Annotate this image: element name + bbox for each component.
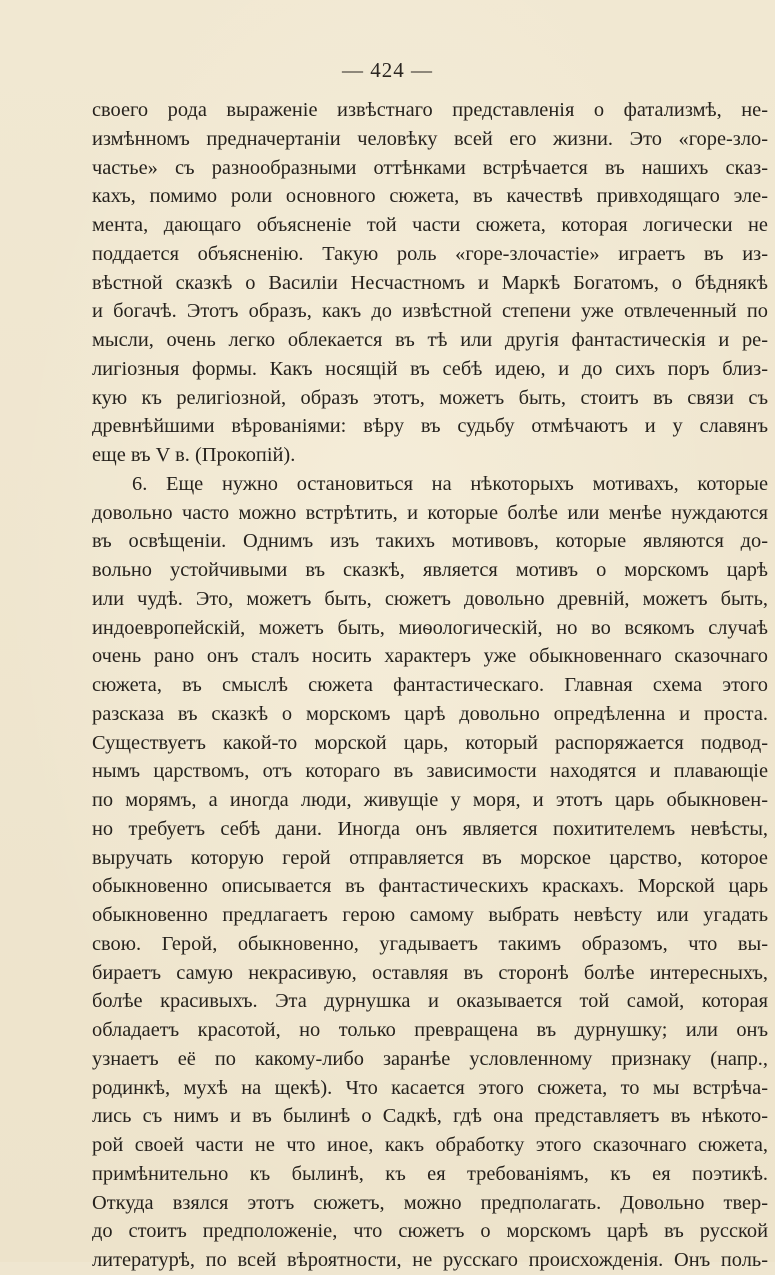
text-line-33: обладаетъ красотой, но только превращена въ дурнушку; или онъ [92, 1019, 768, 1041]
text-line-25: по морямъ, а иногда люди, живущіе у моря, и этотъ царь обыкновен- [92, 789, 768, 811]
text-line-23: Существуетъ какой-то морской царь, который распоряжается подвод- [92, 731, 768, 754]
text-line-41: литературѣ, по всей вѣроятности, не русскаго происхожденія. Онъ поль- [92, 1249, 768, 1271]
page-number: — 424 — [342, 58, 433, 82]
text-line-27: выручать которую герой отправляется въ морское царство, которое [92, 846, 768, 869]
text-line-7: вѣстной сказкѣ о Василіи Несчастномъ и Маркѣ Богатомъ, о бѣднякѣ [92, 271, 768, 294]
text-line-30: свою. Герой, обыкновенно, угадываетъ такимъ образомъ, что вы- [92, 932, 768, 955]
text-line-31: бираетъ самую некрасивую, оставляя въ сторонѣ болѣе интересныхъ, [92, 961, 768, 984]
text-line-21: сюжета, въ смыслѣ сюжета фантастическаго. Главная схема этого [92, 674, 768, 696]
text-line-29: обыкновенно предлагаетъ герою самому выбрать невѣсту или угадать [92, 904, 768, 926]
text-line-28: обыкновенно описывается въ фантастическихъ краскахъ. Морской царь [92, 875, 768, 898]
text-line-4: кахъ, помимо роли основного сюжета, въ качествѣ привходящаго эле- [92, 185, 768, 208]
text-line-2: измѣнномъ предначертаніи человѣку всей его жизни. Это «горе-зло- [92, 127, 768, 150]
text-line-24: нымъ царствомъ, отъ котораго въ зависимости находятся и плавающіе [92, 760, 768, 783]
text-line-38: примѣнительно къ былинѣ, къ ея требованіямъ, къ ея поэтикѣ. [92, 1162, 768, 1185]
text-line-32: болѣе красивыхъ. Эта дурнушка и оказывается той самой, которая [92, 990, 768, 1013]
text-line-26: но требуетъ себѣ дани. Иногда онъ является похитителемъ невѣсты, [92, 817, 768, 840]
text-line-17: вольно устойчивыми въ сказкѣ, является мотивъ о морскомъ царѣ [92, 559, 768, 581]
text-line-13: еще въ V в. (Прокопій). [92, 444, 296, 466]
text-line-6: поддается объясненію. Такую роль «горе-злочастіе» играетъ въ из- [92, 242, 768, 265]
text-line-16: въ освѣщеніи. Однимъ изъ такихъ мотивовъ, которые являются до- [92, 530, 768, 553]
text-line-40: до стоитъ предположеніе, что сюжетъ о морскомъ царѣ въ русской [92, 1220, 768, 1243]
text-line-3: частье» съ разнообразными оттѣнками встрѣчается въ нашихъ сказ- [92, 156, 768, 179]
text-line-9: мысли, очень легко облекается въ тѣ или другія фантастическія и ре- [92, 329, 768, 351]
text-line-12: древнѣйшими вѣрованіями: вѣру въ судьбу отмѣчаютъ и у славянъ [92, 415, 768, 438]
text-line-37: рой своей части не что иное, какъ обработку этого сказочнаго сюжета, [92, 1134, 768, 1156]
text-line-15: довольно часто можно встрѣтить, и которые болѣе или менѣе нуждаются [92, 501, 768, 524]
text-line-5: мента, дающаго объясненіе той части сюжета, которая логически не [92, 214, 768, 236]
text-line-34: узнаетъ её по какому-либо заранѣе условленному признаку (напр., [92, 1047, 768, 1070]
text-line-8: и богачѣ. Этотъ образъ, какъ до извѣстной степени уже отвлеченный по [92, 300, 768, 323]
text-line-35: родинкѣ, мухѣ на щекѣ). Что касается этого сюжета, то мы встрѣча- [92, 1076, 768, 1099]
text-line-11: кую къ религіозной, образъ этотъ, можетъ быть, стоитъ въ связи съ [92, 386, 768, 409]
text-line-1: своего рода выраженіе извѣстнаго представленія о фатализмѣ, не- [92, 99, 768, 121]
text-line-22: разсказа въ сказкѣ о морскомъ царѣ довольно опредѣленна и проста. [92, 702, 768, 725]
body-text [92, 96, 768, 1275]
text-line-39: Откуда взялся этотъ сюжетъ, можно предполагать. Довольно твер- [92, 1191, 768, 1214]
text-line-20: очень рано онъ сталъ носить характеръ уже обыкновеннаго сказочнаго [92, 645, 768, 668]
text-line-19: индоевропейскій, можетъ быть, миѳологическій, но во всякомъ случаѣ [92, 616, 768, 639]
paragraph-6-start: 6. Еще нужно остановиться на нѣкоторыхъ мотивахъ, которые [132, 472, 768, 495]
text-line-36: лись съ нимъ и въ былинѣ о Садкѣ, гдѣ она представляетъ въ нѣкото- [92, 1105, 768, 1128]
text-line-10: лигіозныя формы. Какъ носящій въ себѣ идею, и до сихъ поръ близ- [92, 357, 768, 380]
text-line-18: или чудѣ. Это, можетъ быть, сюжетъ довольно древній, можетъ быть, [92, 587, 768, 610]
